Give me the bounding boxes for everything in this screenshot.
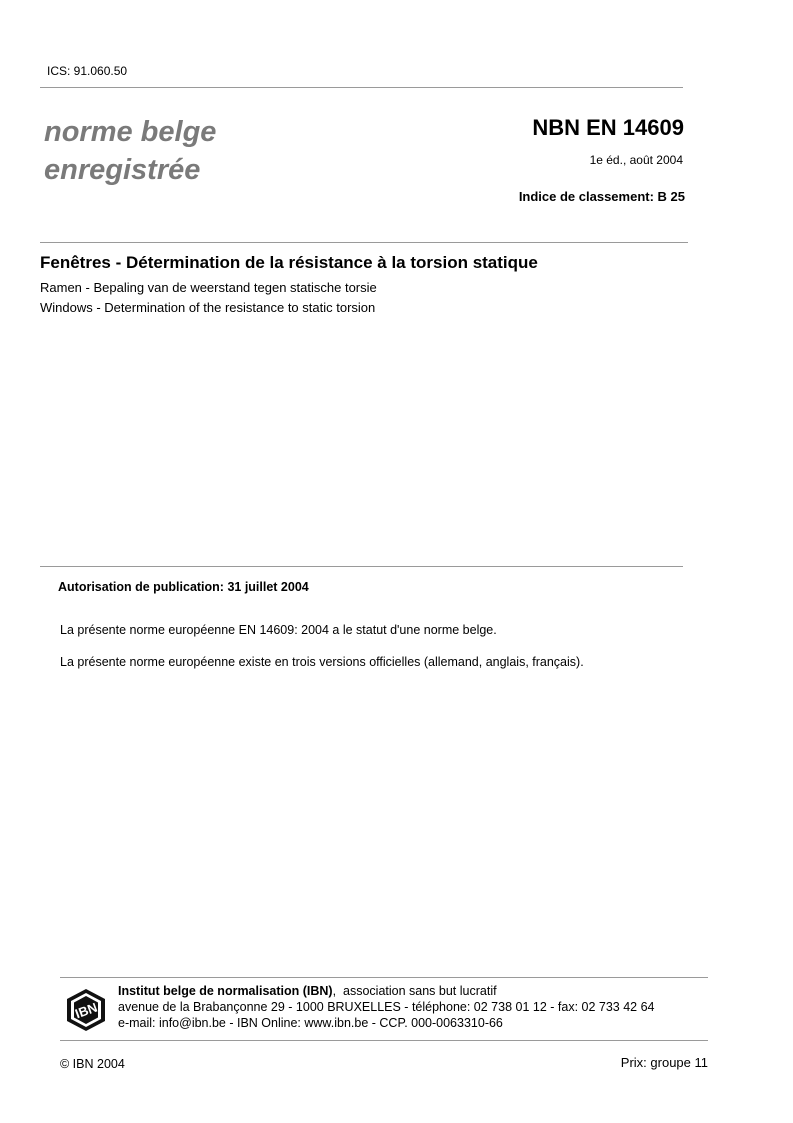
footer-divider-bottom xyxy=(60,1040,708,1041)
organisation-block xyxy=(118,983,655,1031)
organisation-contact: e-mail: info@ibn.be - IBN Online: www.ibn.be - CCP. 000-0063310-66 xyxy=(118,1016,503,1030)
title-divider-bottom xyxy=(40,566,683,567)
svg-text:IBN: IBN xyxy=(73,999,100,1022)
status-statement: La présente norme européenne EN 14609: 2004 a le statut d'une norme belge. xyxy=(60,623,497,637)
standard-code: NBN EN 14609 xyxy=(532,115,684,140)
top-divider xyxy=(40,87,683,88)
title-french: Fenêtres - Détermination de la résistance à la torsion statique xyxy=(40,253,538,272)
edition-date: 1e éd., août 2004 xyxy=(589,153,683,167)
versions-statement: La présente norme européenne existe en trois versions officielles (allemand, anglais, français). xyxy=(60,655,584,669)
norme-heading xyxy=(44,113,216,189)
title-dutch: Ramen - Bepaling van de weerstand tegen statische torsie xyxy=(40,280,377,295)
organisation-type: , association sans but lucratif xyxy=(332,984,497,998)
organisation-name: Institut belge de normalisation (IBN) xyxy=(118,984,333,998)
publication-authorisation: Autorisation de publication: 31 juillet 2004 xyxy=(58,580,309,594)
norme-line-2: enregistrée xyxy=(44,154,201,186)
title-english: Windows - Determination of the resistance to static torsion xyxy=(40,300,376,315)
footer-divider-top xyxy=(60,977,708,978)
copyright-notice: © IBN 2004 xyxy=(60,1057,125,1071)
price-group: Prix: groupe 11 xyxy=(620,1055,708,1070)
organisation-line xyxy=(118,983,655,999)
ibn-logo-icon xyxy=(66,988,106,1032)
title-divider-top xyxy=(40,242,688,243)
organisation-address: avenue de la Brabançonne 29 - 1000 BRUXELLES - téléphone: 02 738 01 12 - fax: 02 733 42 64 xyxy=(118,1000,655,1014)
norme-line-1: norme belge xyxy=(44,116,217,148)
ics-code: ICS: 91.060.50 xyxy=(47,64,128,78)
classification-index: Indice de classement: B 25 xyxy=(518,189,685,204)
